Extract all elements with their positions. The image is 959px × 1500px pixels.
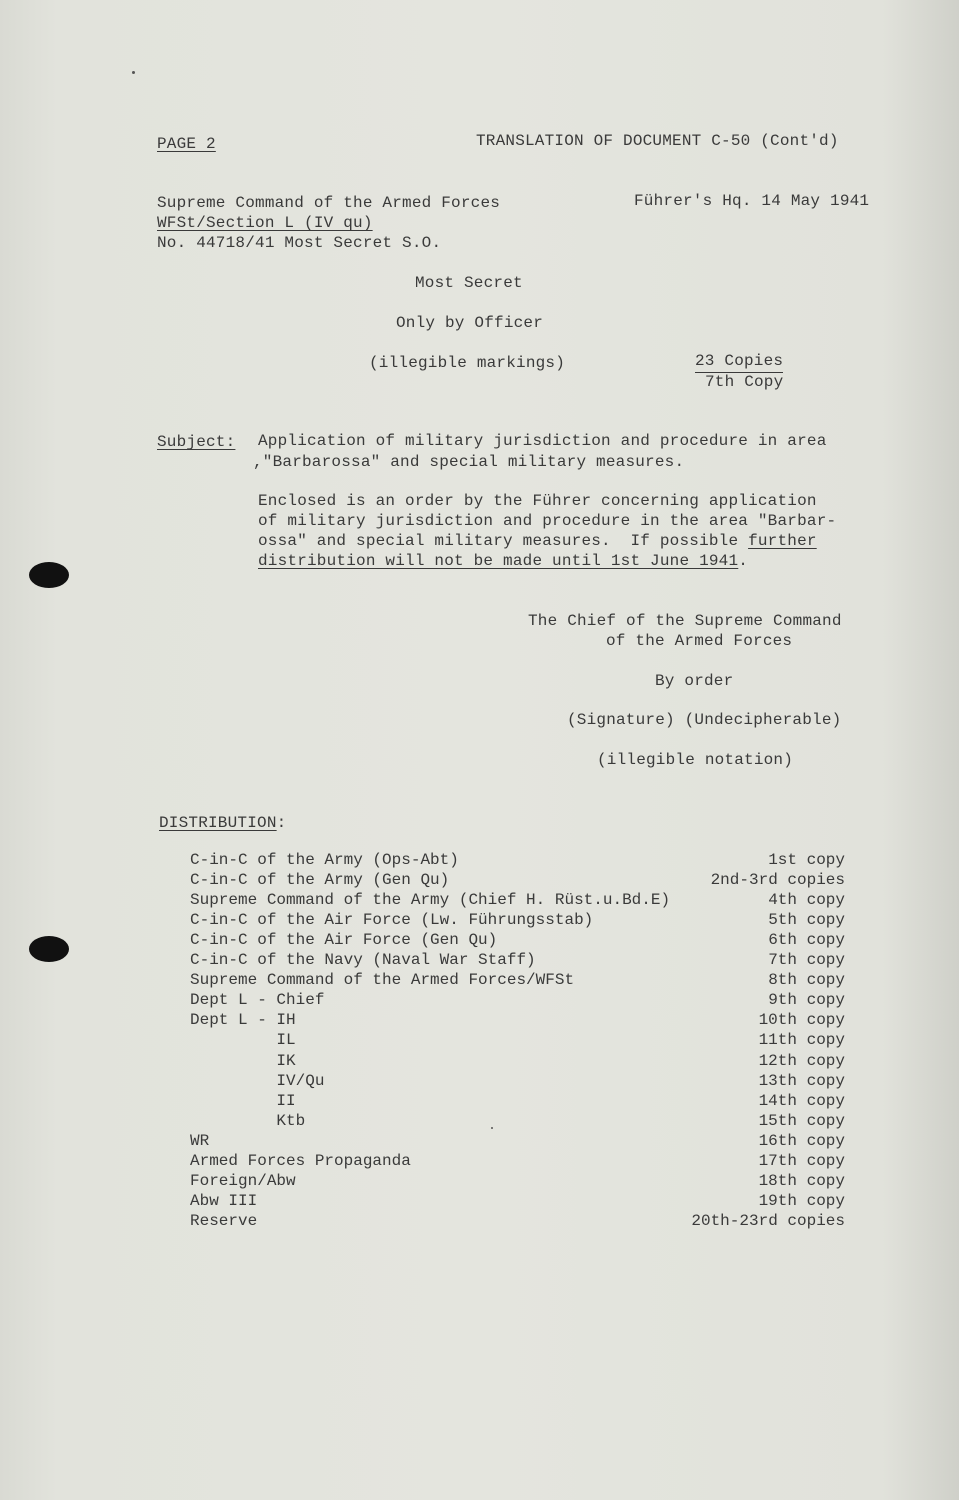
distribution-copy: 1st copy — [768, 851, 845, 869]
body-line-3: ossa" and special military measures. If possible further — [258, 532, 817, 550]
sender-line-2: WFSt/Section L (IV qu) — [157, 214, 373, 232]
document-title: TRANSLATION OF DOCUMENT C-50 (Cont'd) — [476, 132, 839, 150]
page-label: PAGE 2 — [157, 135, 216, 153]
place-date: Führer's Hq. 14 May 1941 — [634, 192, 870, 210]
distribution-row — [190, 1111, 845, 1131]
distribution-copy: 2nd-3rd copies — [710, 871, 845, 890]
distribution-row — [190, 850, 845, 870]
distribution-recipient: Supreme Command of the Armed Forces/WFSt — [190, 971, 575, 990]
distribution-copy: 10th copy — [758, 1011, 845, 1030]
distribution-row — [190, 1131, 845, 1151]
distribution-recipient: IV/Qu — [190, 1071, 325, 1090]
distribution-copy: 9th copy — [768, 991, 845, 1010]
distribution-recipient: II — [190, 1091, 296, 1110]
distribution-recipient: Ktb — [190, 1111, 306, 1130]
distribution-copy: 18th copy — [758, 1171, 845, 1190]
distribution-row — [190, 990, 845, 1010]
distribution-heading: DISTRIBUTION: — [159, 814, 287, 832]
distribution-row — [190, 870, 845, 890]
distribution-copy: 12th copy — [758, 1051, 845, 1070]
punch-hole-top — [29, 562, 69, 588]
distribution-row — [190, 1211, 845, 1231]
subject-line-1: Application of military jurisdiction and procedure in area — [258, 432, 827, 450]
illegible-notation: (illegible notation) — [597, 751, 794, 769]
distribution-copy: 4th copy — [768, 891, 845, 910]
subject-label: Subject: — [157, 433, 236, 451]
distribution-recipient: IK — [190, 1051, 296, 1070]
sender-line-1: Supreme Command of the Armed Forces — [157, 194, 501, 212]
distribution-recipient: Armed Forces Propaganda — [190, 1151, 411, 1170]
distribution-row — [190, 1171, 845, 1191]
distribution-row — [190, 910, 845, 930]
distribution-copy: 14th copy — [758, 1091, 845, 1110]
distribution-recipient: C-in-C of the Army (Gen Qu) — [190, 871, 450, 890]
distribution-row — [190, 1051, 845, 1071]
distribution-copy: 8th copy — [768, 971, 845, 990]
distribution-copy: 13th copy — [758, 1071, 845, 1090]
distribution-row — [190, 950, 845, 970]
by-order: By order — [655, 672, 734, 690]
distribution-row — [190, 1191, 845, 1211]
copies-total: 23 Copies — [695, 351, 783, 373]
distribution-copy: 7th copy — [768, 951, 845, 970]
distribution-row — [190, 890, 845, 910]
distribution-recipient: Foreign/Abw — [190, 1171, 296, 1190]
classification-most-secret: Most Secret — [415, 274, 523, 292]
distribution-recipient: C-in-C of the Air Force (Lw. Führungsstab) — [190, 911, 594, 930]
distribution-recipient: Dept L - IH — [190, 1011, 296, 1030]
copy-number: 7th Copy — [705, 373, 784, 391]
distribution-recipient: C-in-C of the Navy (Naval War Staff) — [190, 951, 536, 970]
punch-hole-bottom — [29, 936, 69, 962]
distribution-copy: 11th copy — [758, 1031, 845, 1050]
subject-line-2: ,"Barbarossa" and special military measures. — [253, 453, 685, 471]
signature: (Signature) (Undecipherable) — [567, 711, 842, 729]
distribution-row — [190, 1071, 845, 1091]
distribution-copy: 20th-23rd copies — [691, 1211, 845, 1230]
body-line-1: Enclosed is an order by the Führer concerning application — [258, 492, 817, 510]
distribution-copy: 5th copy — [768, 911, 845, 930]
distribution-row — [190, 930, 845, 950]
speck-mark — [132, 71, 135, 74]
distribution-recipient: WR — [190, 1131, 210, 1150]
distribution-copy: 15th copy — [758, 1111, 845, 1130]
distribution-row — [190, 1030, 845, 1050]
distribution-copy: 19th copy — [758, 1191, 845, 1210]
body-line-2: of military jurisdiction and procedure in the area "Barbar- — [258, 512, 837, 530]
distribution-row — [190, 1091, 845, 1111]
distribution-row — [190, 1151, 845, 1171]
distribution-recipient: Dept L - Chief — [190, 991, 325, 1010]
sender-line-3: No. 44718/41 Most Secret S.O. — [157, 234, 442, 252]
distribution-recipient: Reserve — [190, 1211, 258, 1230]
distribution-copy: 16th copy — [758, 1131, 845, 1150]
distribution-copy: 6th copy — [768, 931, 845, 950]
distribution-recipient: IL — [190, 1031, 296, 1050]
classification-only-by-officer: Only by Officer — [396, 314, 544, 332]
distribution-row — [190, 1010, 845, 1030]
distribution-recipient: Abw III — [190, 1191, 258, 1210]
speck-mark — [491, 1127, 493, 1129]
body-line-4: distribution will not be made until 1st June 1941. — [258, 552, 749, 570]
signature-title-2: of the Armed Forces — [606, 632, 793, 650]
distribution-copy: 17th copy — [758, 1151, 845, 1170]
distribution-row — [190, 970, 845, 990]
distribution-recipient: C-in-C of the Air Force (Gen Qu) — [190, 931, 498, 950]
distribution-recipient: Supreme Command of the Army (Chief H. Rüst.u.Bd.E) — [190, 891, 671, 910]
illegible-markings: (illegible markings) — [369, 354, 566, 372]
signature-title-1: The Chief of the Supreme Command — [528, 612, 842, 630]
distribution-recipient: C-in-C of the Army (Ops-Abt) — [190, 851, 459, 869]
